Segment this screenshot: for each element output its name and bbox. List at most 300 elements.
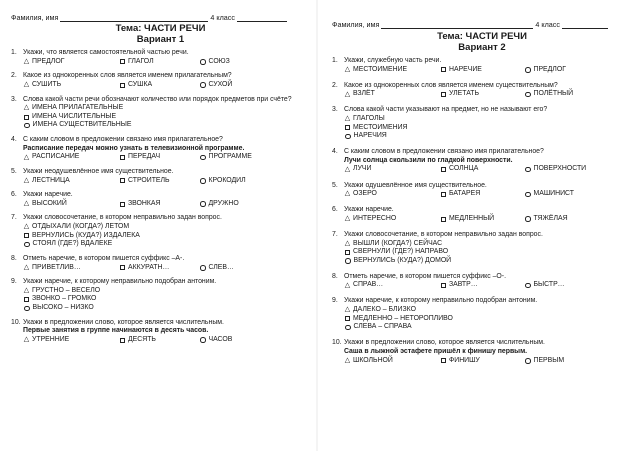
answer-option[interactable] xyxy=(119,264,199,273)
answer-option[interactable] xyxy=(23,58,119,67)
question-row xyxy=(11,214,310,248)
answer-option[interactable] xyxy=(119,200,199,209)
triangle-icon[interactable]: △ xyxy=(23,263,30,271)
triangle-icon[interactable]: △ xyxy=(344,190,351,198)
answer-option[interactable] xyxy=(440,66,524,75)
triangle-icon[interactable]: △ xyxy=(344,115,351,123)
question-text: Укажи одушевлённое имя существительное. xyxy=(344,181,487,189)
answer-option[interactable] xyxy=(344,124,632,133)
answer-option[interactable] xyxy=(344,248,632,257)
question-text: Какое из однокоренных слов является именем прилагательным? xyxy=(23,72,232,80)
answer-option[interactable] xyxy=(23,121,310,130)
circle-icon[interactable] xyxy=(525,192,531,198)
question-item xyxy=(332,339,632,365)
square-checkbox-icon[interactable] xyxy=(120,155,125,160)
answer-option-label: УЛЕТАТЬ xyxy=(449,90,480,98)
answer-option-label: ВЕРНУЛИСЬ (КУДА?) ИЗДАЛЕКА xyxy=(32,231,140,239)
answer-option-label: МЕСТОИМЕНИЕ xyxy=(353,65,408,73)
answer-option-label: ЛУЧИ xyxy=(353,165,372,173)
class-label: 4 класс xyxy=(535,20,560,29)
question-row xyxy=(332,82,632,99)
question-item xyxy=(332,231,632,265)
answer-options xyxy=(23,104,310,130)
answer-options xyxy=(344,281,632,290)
class-label: 4 класс xyxy=(210,13,235,22)
square-checkbox-icon[interactable] xyxy=(120,265,125,270)
question-number: 2. xyxy=(332,81,338,89)
triangle-icon[interactable]: △ xyxy=(23,200,30,208)
circle-icon[interactable] xyxy=(345,258,351,264)
question-body xyxy=(344,57,632,74)
answer-option-label: УТРЕННИЕ xyxy=(32,335,70,343)
question-row xyxy=(332,231,632,265)
question-body xyxy=(344,297,632,331)
answer-options xyxy=(344,240,632,266)
question-row xyxy=(11,72,310,89)
question-row xyxy=(11,49,310,66)
answer-option[interactable] xyxy=(440,215,524,224)
triangle-icon[interactable]: △ xyxy=(344,65,351,73)
square-checkbox-icon[interactable] xyxy=(24,115,29,120)
question-item xyxy=(11,49,310,66)
answer-option[interactable] xyxy=(440,357,524,366)
answer-option[interactable] xyxy=(344,66,440,75)
question-row xyxy=(332,148,632,174)
answer-options xyxy=(344,66,632,75)
square-checkbox-icon[interactable] xyxy=(120,83,125,88)
square-checkbox-icon[interactable] xyxy=(441,192,446,197)
circle-icon[interactable] xyxy=(525,67,531,73)
answer-options xyxy=(344,165,632,174)
answer-option-label: ИНТЕРЕСНО xyxy=(353,214,397,222)
answer-option-label: ПЕРЕДАЧ xyxy=(128,153,161,161)
answer-options xyxy=(23,223,310,249)
square-checkbox-icon[interactable] xyxy=(441,92,446,97)
answer-option-label: ДЕСЯТЬ xyxy=(128,335,156,343)
answer-option-label: СОЮЗ xyxy=(208,57,230,65)
class-blank-line xyxy=(237,14,287,22)
variant-title: Вариант 1 xyxy=(136,34,185,45)
triangle-icon[interactable]: △ xyxy=(344,356,351,364)
question-body xyxy=(23,191,310,208)
answer-option[interactable] xyxy=(440,190,524,199)
answer-option-label: ДРУЖНО xyxy=(208,199,239,207)
question-item xyxy=(332,148,632,174)
triangle-icon[interactable]: △ xyxy=(344,239,351,247)
answer-option[interactable] xyxy=(199,200,239,209)
question-text: Укажи в предложении слово, которое является числительным. xyxy=(344,339,545,347)
answer-option[interactable] xyxy=(524,357,564,366)
answer-option[interactable] xyxy=(23,153,119,162)
question-number: 2. xyxy=(11,72,17,80)
question-text: Укажи наречие. xyxy=(23,191,73,199)
question-item xyxy=(11,278,310,312)
question-number: 3. xyxy=(332,106,338,114)
question-row xyxy=(11,255,310,272)
question-number: 10. xyxy=(11,318,21,326)
question-number: 9. xyxy=(332,297,338,305)
question-body xyxy=(23,72,310,89)
answer-option[interactable] xyxy=(524,215,568,224)
answer-option-label: СОЛНЦА xyxy=(449,165,479,173)
answer-option[interactable] xyxy=(199,81,232,90)
answer-option-label: КРОКОДИЛ xyxy=(208,176,246,184)
topic-title: Тема: ЧАСТИ РЕЧИ xyxy=(115,23,206,34)
question-number: 4. xyxy=(11,136,17,144)
answer-option-label: ОТДЫХАЛИ (КОГДА?) ЛЕТОМ xyxy=(32,223,130,231)
question-number: 8. xyxy=(11,254,17,262)
question-body xyxy=(344,206,632,223)
question-body xyxy=(344,339,632,365)
square-checkbox-icon[interactable] xyxy=(345,125,350,130)
question-number: 1. xyxy=(332,57,338,64)
circle-icon[interactable] xyxy=(345,134,351,140)
answer-option-label: СТОЯЛ (ГДЕ?) ВДАЛЕКЕ xyxy=(32,240,113,248)
circle-icon[interactable] xyxy=(525,167,531,173)
question-body xyxy=(23,278,310,312)
circle-icon[interactable] xyxy=(200,155,206,161)
question-number: 7. xyxy=(332,230,338,238)
answer-option-label: АККУРАТН… xyxy=(128,263,170,271)
question-text: Укажи в предложении слово, которое является числительным. xyxy=(23,318,224,326)
square-checkbox-icon[interactable] xyxy=(441,67,446,72)
answer-option[interactable] xyxy=(199,58,230,67)
circle-icon[interactable] xyxy=(525,216,531,222)
question-item xyxy=(332,273,632,290)
name-class-header xyxy=(11,13,310,22)
answer-option[interactable] xyxy=(344,240,632,249)
question-body xyxy=(23,214,310,248)
answer-option-label: НАРЕЧИЯ xyxy=(353,132,387,140)
answer-option[interactable] xyxy=(119,336,199,345)
answer-option-label: ПРОГРАММЕ xyxy=(208,153,252,161)
answer-option-label: НАРЕЧИЕ xyxy=(449,65,482,73)
answer-option[interactable] xyxy=(344,115,632,124)
answer-option-label: СУШИТЬ xyxy=(32,80,62,88)
question-item xyxy=(11,319,310,345)
answer-option-label: ГРУСТНО – ВЕСЕЛО xyxy=(32,286,101,294)
answer-option[interactable] xyxy=(344,281,440,290)
name-blank-line xyxy=(60,14,208,22)
answer-option-label: ЗВОНКАЯ xyxy=(128,199,161,207)
answer-options xyxy=(23,264,310,273)
question-text: Укажи неодушевлённое имя существительное. xyxy=(23,167,174,175)
test-sheet-variant-2 xyxy=(318,0,638,451)
triangle-icon[interactable]: △ xyxy=(344,215,351,223)
question-body xyxy=(23,96,310,130)
question-item xyxy=(11,96,310,130)
question-number: 1. xyxy=(11,49,17,56)
question-body xyxy=(344,231,632,265)
triangle-icon[interactable]: △ xyxy=(23,153,30,161)
answer-option-label: РАСПИСАНИЕ xyxy=(32,153,80,161)
square-checkbox-icon[interactable] xyxy=(345,250,350,255)
question-item xyxy=(332,106,632,140)
question-body xyxy=(344,182,632,199)
question-body xyxy=(344,273,632,290)
triangle-icon[interactable]: △ xyxy=(23,81,30,89)
answer-option[interactable] xyxy=(23,287,310,296)
answer-option[interactable] xyxy=(440,165,524,174)
circle-icon[interactable] xyxy=(200,265,206,271)
answer-option[interactable] xyxy=(524,281,565,290)
question-number: 10. xyxy=(332,339,342,347)
circle-icon[interactable] xyxy=(345,325,351,331)
question-text: Укажи словосочетание, в котором неправильно задан вопрос. xyxy=(23,214,222,222)
answer-option[interactable] xyxy=(344,357,440,366)
answer-option[interactable] xyxy=(23,113,310,122)
answer-option-label: ОЗЕРО xyxy=(353,190,377,198)
question-body xyxy=(23,319,310,345)
answer-option-label: ИМЕНА СУЩЕСТВИТЕЛЬНЫЕ xyxy=(32,121,132,129)
answer-option[interactable] xyxy=(344,323,632,332)
question-item xyxy=(11,168,310,185)
answer-option-label: ПРИВЕТЛИВ… xyxy=(32,263,81,271)
triangle-icon[interactable]: △ xyxy=(23,287,30,295)
answer-option-label: СЛЕВА – СПРАВА xyxy=(353,323,412,331)
answer-option-label: ВЫСОКО – НИЗКО xyxy=(32,304,94,311)
circle-icon[interactable] xyxy=(200,82,206,88)
answer-option-label: ДАЛЕКО – БЛИЗКО xyxy=(353,306,416,314)
triangle-icon[interactable]: △ xyxy=(344,90,351,98)
question-number: 3. xyxy=(11,95,17,103)
answer-option[interactable] xyxy=(199,336,232,345)
answer-option-label: ИМЕНА ЧИСЛИТЕЛЬНЫЕ xyxy=(32,112,117,120)
answer-options xyxy=(344,115,632,141)
answer-option[interactable] xyxy=(199,264,234,273)
answer-option-label: МЕДЛЕННО – НЕТОРОПЛИВО xyxy=(353,314,453,322)
answer-option-label: СТРОИТЕЛЬ xyxy=(128,176,170,184)
answer-option[interactable] xyxy=(23,240,310,249)
question-list xyxy=(332,57,632,365)
answer-option-label: БАТАРЕЯ xyxy=(449,190,481,198)
answer-option[interactable] xyxy=(199,177,246,186)
question-body xyxy=(23,49,310,66)
question-text: Отметь наречие, в котором пишется суффикс –О-. xyxy=(344,272,506,280)
question-text: Слова какой части речи обозначают количество или порядок предметов при счёте? xyxy=(23,95,292,103)
test-sheet-variant-1 xyxy=(0,0,316,451)
answer-option-label: ГЛАГОЛ xyxy=(128,57,154,65)
name-label: Фамилия, имя xyxy=(11,13,59,22)
question-text: Укажи, что является самостоятельной частью речи. xyxy=(23,49,189,56)
question-item xyxy=(11,255,310,272)
answer-option[interactable] xyxy=(344,190,440,199)
triangle-icon[interactable]: △ xyxy=(23,336,30,344)
answer-option-label: ЧАСОВ xyxy=(208,335,233,343)
answer-option[interactable] xyxy=(524,190,574,199)
triangle-icon[interactable]: △ xyxy=(23,176,30,184)
answer-option-label: ЗВОНКО – ГРОМКО xyxy=(32,295,97,303)
answer-option[interactable] xyxy=(440,90,524,99)
answer-option[interactable] xyxy=(344,215,440,224)
question-sentence: Саша в лыжной эстафете пришёл к финишу первым. xyxy=(344,347,528,355)
square-checkbox-icon[interactable] xyxy=(441,167,446,172)
question-item xyxy=(332,297,632,331)
answer-option[interactable] xyxy=(344,132,632,141)
answer-option-label: ВЫШЛИ (КОГДА?) СЕЙЧАС xyxy=(353,239,443,247)
answer-option[interactable] xyxy=(23,232,310,241)
name-class-header xyxy=(332,20,632,29)
answer-option[interactable] xyxy=(23,336,119,345)
circle-icon[interactable] xyxy=(200,201,206,207)
answer-option-label: ВЕРНУЛИСЬ (КУДА?) ДОМОЙ xyxy=(353,256,452,264)
question-sentence: Первые занятия в группе начинаются в десять часов. xyxy=(23,327,209,335)
answer-option[interactable] xyxy=(23,223,310,232)
question-row xyxy=(332,57,632,74)
answer-option[interactable] xyxy=(524,66,566,75)
question-list xyxy=(11,49,310,344)
circle-icon[interactable] xyxy=(200,59,206,65)
question-number: 7. xyxy=(11,214,17,222)
circle-icon[interactable] xyxy=(200,337,206,343)
circle-icon[interactable] xyxy=(525,92,531,98)
answer-option[interactable] xyxy=(344,257,632,266)
question-text: С каким словом в предложении связано имя прилагательное? xyxy=(344,148,544,156)
question-number: 4. xyxy=(332,148,338,156)
circle-icon[interactable] xyxy=(24,306,30,312)
answer-option-label: ВЗЛЁТ xyxy=(353,90,375,98)
answer-options xyxy=(23,336,310,345)
answer-option[interactable] xyxy=(524,165,586,174)
answer-options xyxy=(23,200,310,209)
answer-option[interactable] xyxy=(440,281,524,290)
question-row xyxy=(332,339,632,365)
question-row xyxy=(332,273,632,290)
name-blank-line xyxy=(381,21,533,29)
answer-option-label: ИМЕНА ПРИЛАГАТЕЛЬНЫЕ xyxy=(32,104,124,112)
question-item xyxy=(332,82,632,99)
question-item xyxy=(11,72,310,89)
triangle-icon[interactable]: △ xyxy=(344,165,351,173)
square-checkbox-icon[interactable] xyxy=(441,358,446,363)
answer-option-label: ПРЕДЛОГ xyxy=(32,57,65,65)
answer-option[interactable] xyxy=(119,58,199,67)
answer-options xyxy=(344,215,632,224)
question-item xyxy=(332,57,632,74)
answer-option[interactable] xyxy=(119,177,199,186)
question-row xyxy=(11,191,310,208)
circle-icon[interactable] xyxy=(200,178,206,184)
topic-title: Тема: ЧАСТИ РЕЧИ xyxy=(437,31,527,42)
answer-option[interactable] xyxy=(23,295,310,304)
question-number: 5. xyxy=(11,167,17,175)
answer-option-label: СПРАВ… xyxy=(353,281,384,289)
answer-option-label: СЛЕВ… xyxy=(208,263,234,271)
square-checkbox-icon[interactable] xyxy=(24,297,29,302)
square-checkbox-icon[interactable] xyxy=(345,316,350,321)
question-row xyxy=(11,278,310,312)
question-number: 8. xyxy=(332,272,338,280)
answer-option-label: ПОЛЁТНЫЙ xyxy=(533,90,574,98)
answer-option-label: МАШИНИСТ xyxy=(533,190,574,198)
variant-title: Вариант 2 xyxy=(458,42,506,53)
answer-option[interactable] xyxy=(119,81,199,90)
answer-options xyxy=(23,153,310,162)
question-text: Укажи наречие, к которому неправильно подобран антоним. xyxy=(23,278,217,286)
triangle-icon[interactable]: △ xyxy=(344,281,351,289)
square-checkbox-icon[interactable] xyxy=(441,217,446,222)
question-text: Укажи, служебную часть речи. xyxy=(344,57,442,64)
answer-options xyxy=(344,306,632,332)
question-row xyxy=(11,96,310,130)
question-row xyxy=(11,168,310,185)
answer-option[interactable] xyxy=(524,90,573,99)
question-number: 9. xyxy=(11,278,17,286)
question-row xyxy=(332,297,632,331)
circle-icon[interactable] xyxy=(525,283,531,289)
answer-option[interactable] xyxy=(344,90,440,99)
answer-options xyxy=(344,90,632,99)
question-item xyxy=(11,214,310,248)
answer-options xyxy=(23,177,310,186)
answer-option[interactable] xyxy=(344,306,632,315)
question-text: Слова какой части указывают на предмет, но не называют его? xyxy=(344,106,548,114)
answer-option-label: СУШКА xyxy=(128,80,153,88)
circle-icon[interactable] xyxy=(24,242,30,248)
answer-option-label: ПОВЕРХНОСТИ xyxy=(533,165,587,173)
square-checkbox-icon[interactable] xyxy=(120,338,125,343)
name-label: Фамилия, имя xyxy=(332,20,380,29)
circle-icon[interactable] xyxy=(24,123,30,129)
triangle-icon[interactable]: △ xyxy=(23,104,30,112)
answer-option-label: ВЫСОКИЙ xyxy=(32,199,67,207)
question-row xyxy=(332,182,632,199)
question-body xyxy=(344,82,632,99)
answer-options xyxy=(23,287,310,313)
circle-icon[interactable] xyxy=(525,358,531,364)
answer-option[interactable] xyxy=(23,81,119,90)
triangle-icon[interactable]: △ xyxy=(23,57,30,65)
answer-option-label: ПЕРВЫМ xyxy=(533,356,565,364)
answer-option[interactable] xyxy=(23,104,310,113)
answer-option-label: ЗАВТР… xyxy=(449,281,478,289)
answer-options xyxy=(344,190,632,199)
answer-option-label: МЕДЛЕННЫЙ xyxy=(449,214,495,222)
question-row xyxy=(332,206,632,223)
answer-option[interactable] xyxy=(199,153,252,162)
question-item xyxy=(11,191,310,208)
question-text: Укажи словосочетание, в котором неправильно задан вопрос. xyxy=(344,230,543,238)
question-item xyxy=(11,136,310,162)
question-number: 5. xyxy=(332,181,338,189)
square-checkbox-icon[interactable] xyxy=(120,202,125,207)
question-body xyxy=(344,106,632,140)
answer-option[interactable] xyxy=(23,304,310,313)
answer-option[interactable] xyxy=(344,315,632,324)
question-text: Какое из однокоренных слов является именем существительным? xyxy=(344,81,558,89)
square-checkbox-icon[interactable] xyxy=(120,59,125,64)
question-row xyxy=(11,319,310,345)
answer-option-label: ПРЕДЛОГ xyxy=(533,65,566,73)
answer-option[interactable] xyxy=(23,177,119,186)
answer-option[interactable] xyxy=(23,200,119,209)
answer-option[interactable] xyxy=(344,165,440,174)
triangle-icon[interactable]: △ xyxy=(23,223,30,231)
square-checkbox-icon[interactable] xyxy=(120,178,125,183)
question-body xyxy=(23,168,310,185)
square-checkbox-icon[interactable] xyxy=(24,233,29,238)
question-sentence: Расписание передач можно узнать в телевизионной программе. xyxy=(23,144,245,152)
answer-option-label: МЕСТОИМЕНИЯ xyxy=(353,123,408,131)
question-sentence: Лучи солнца скользили по гладкой поверхности. xyxy=(344,156,513,164)
question-number: 6. xyxy=(11,191,17,199)
square-checkbox-icon[interactable] xyxy=(441,283,446,288)
answer-option[interactable] xyxy=(119,153,199,162)
answer-option[interactable] xyxy=(23,264,119,273)
answer-option-label: ЛЕСТНИЦА xyxy=(32,176,70,184)
question-text: С каким словом в предложении связано имя прилагательное? xyxy=(23,136,223,144)
triangle-icon[interactable]: △ xyxy=(344,306,351,314)
